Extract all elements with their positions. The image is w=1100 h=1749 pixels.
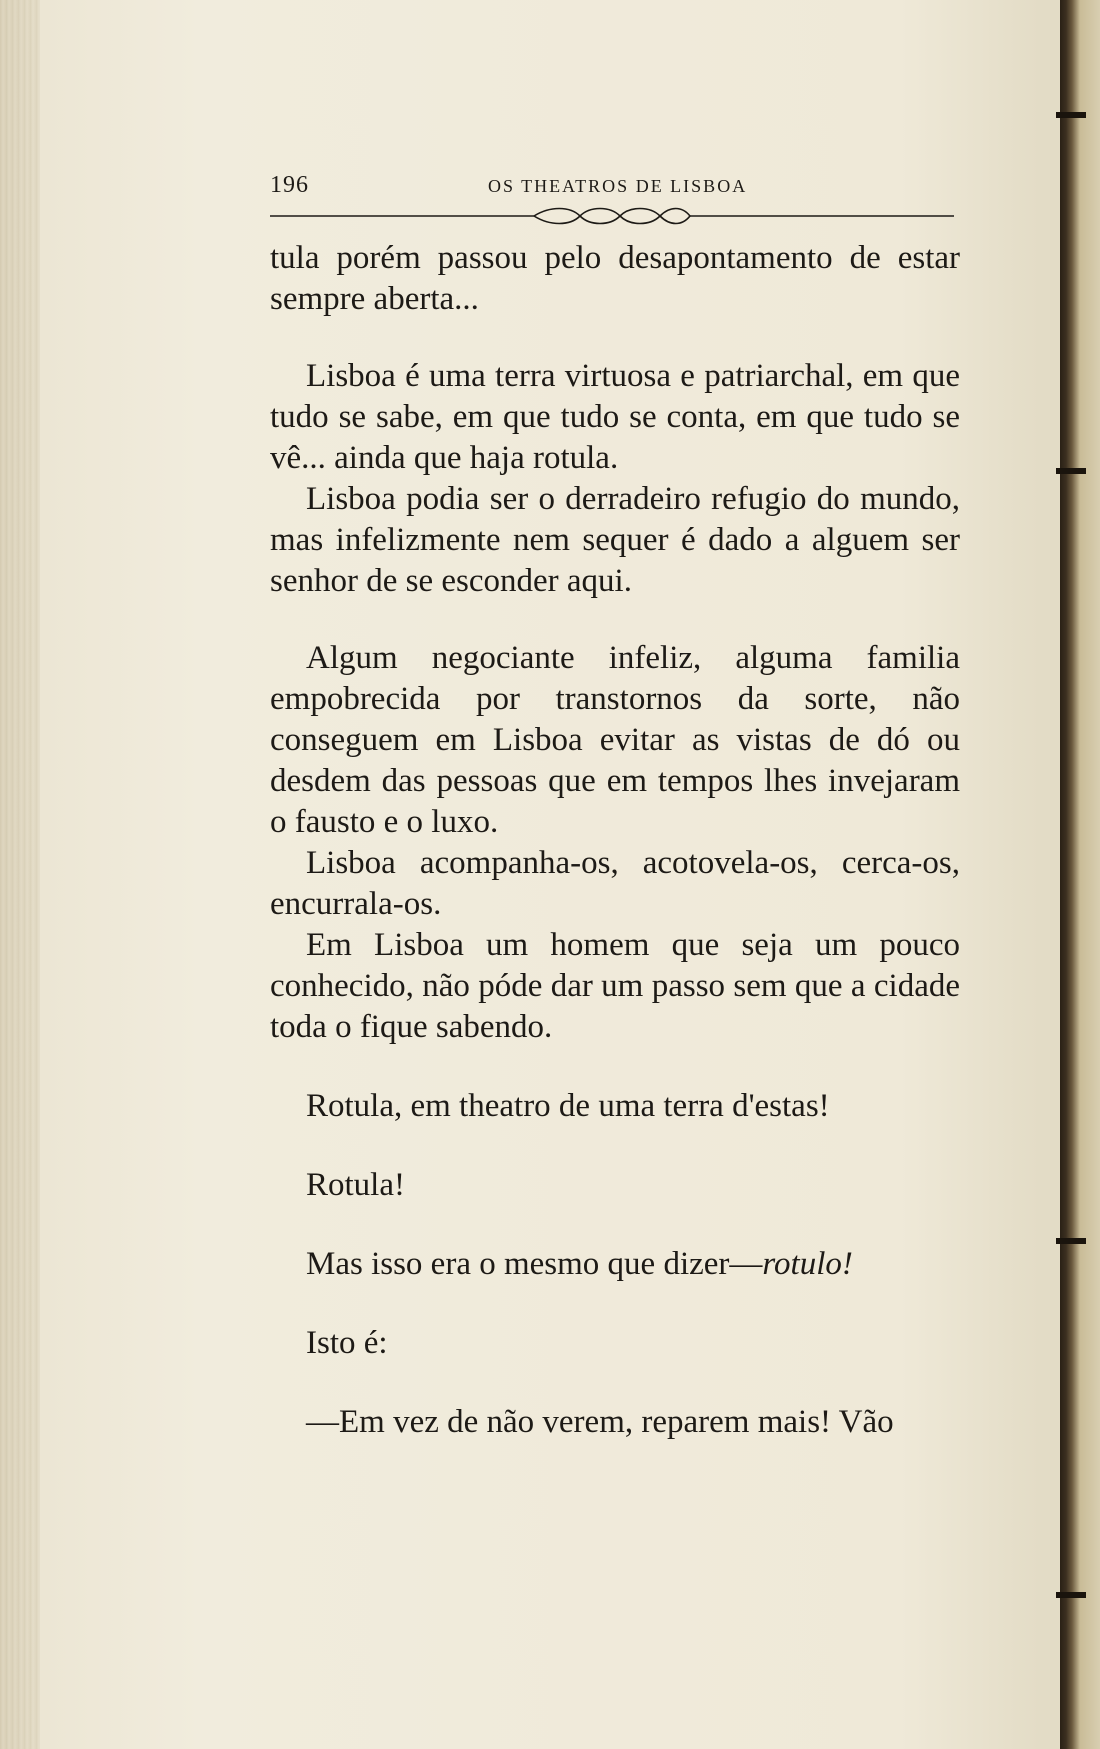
header-rule-ornament — [270, 206, 954, 230]
paragraph: Algum negociante infeliz, alguma familia empobrecida por transtornos da sorte, não conseguem em Lisboa evitar as vistas de dó ou desdem das pessoas que em tempos lhes invejaram o fausto e o luxo. — [270, 640, 960, 840]
binding-mark — [1056, 1592, 1086, 1598]
paragraph: Lisboa acompanha-os, acotovela-os, cerca-os, encurrala-os. — [270, 845, 960, 922]
page-text — [270, 238, 960, 1443]
binding-mark — [1056, 1238, 1086, 1244]
paragraph-text: Mas isso era o mesmo que dizer— — [306, 1246, 763, 1282]
emphasized-word: rotulo! — [762, 1246, 853, 1282]
page-edges — [0, 0, 40, 1749]
binding-mark — [1056, 112, 1086, 118]
paragraph: Em Lisboa um homem que seja um pouco conhecido, não póde dar um passo sem que a cidade toda o fique sabendo. — [270, 927, 960, 1045]
running-title: OS THEATROS DE LISBOA — [488, 176, 748, 196]
running-header — [270, 172, 954, 202]
paragraph: Rotula, em theatro de uma terra d'estas! — [306, 1088, 830, 1124]
page-number: 196 — [270, 172, 309, 198]
paragraph: Rotula! — [306, 1167, 405, 1203]
paragraph: Lisboa é uma terra virtuosa e patriarchal, em que tudo se sabe, em que tudo se conta, em que tudo se vê... ainda que haja rotula. — [270, 358, 960, 476]
paragraph — [270, 1244, 960, 1285]
book-binding — [1060, 0, 1100, 1749]
binding-mark — [1056, 468, 1086, 474]
paragraph: Isto é: — [306, 1325, 388, 1361]
paragraph: Lisboa podia ser o derradeiro refugio do mundo, mas infelizmente nem sequer é dado a alguem ser senhor de se esconder aqui. — [270, 481, 960, 599]
paragraph: tula porém passou pelo desapontamento de estar sempre aberta... — [270, 240, 960, 317]
paragraph: —Em vez de não verem, reparem mais! Vão — [306, 1404, 894, 1440]
